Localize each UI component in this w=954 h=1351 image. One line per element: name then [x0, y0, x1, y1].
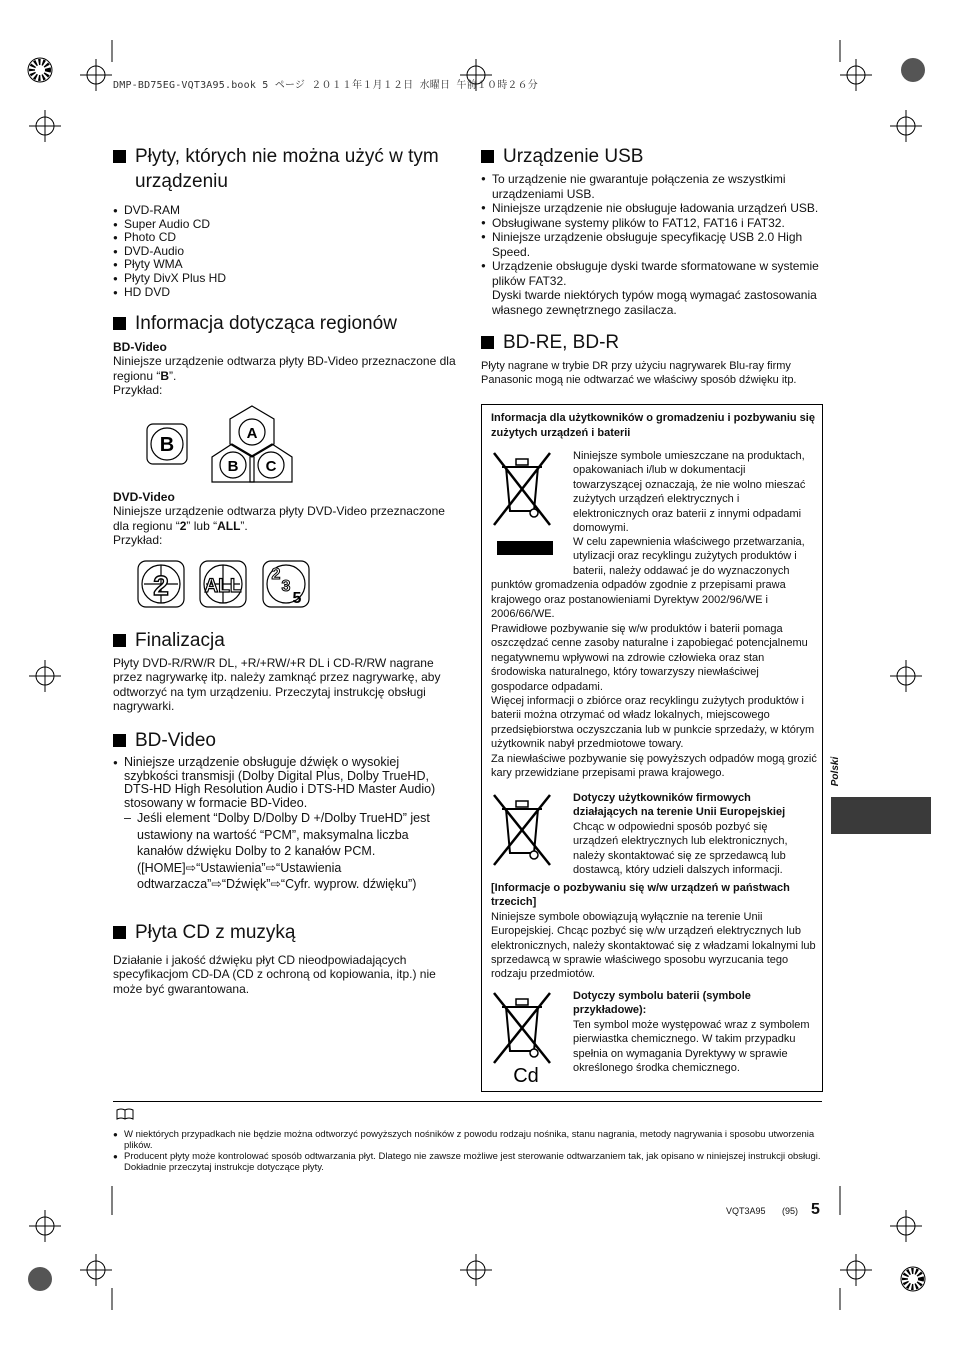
music-cd-text: Działanie i jakość dźwięku płyt CD nieodpowiadających specyfikacjom CD-DA (CD z ochroną od kopiowania, itp.) nie może być gwarantowana. — [113, 953, 436, 996]
box-heading: Informacja dla użytkowników o gromadzeniu i pozbywaniu się zużytych urządzeń i baterii — [491, 412, 815, 439]
bd-region-b-icon — [147, 424, 187, 464]
list-item: ● Producent płyty może kontrolować sposób odtwarzania płyt. Dlatego nie zawsze możliwe jest sterowanie odtwarzaniem tak, jak opisano w niniejszej instrukcji obsługi. Dokładnie przeczytaj instrukcje dotyczące płyty. — [113, 1151, 825, 1173]
language-tab — [829, 752, 853, 792]
square-bullet-icon — [113, 150, 126, 163]
dvd-region-block — [113, 490, 463, 547]
third-countries-title: [Informacje o pozbywaniu się w/w urządzeń w państwach trzecich] — [491, 882, 790, 909]
list-item: ● Super Audio CD — [113, 218, 463, 232]
notes-list — [113, 1129, 825, 1173]
example-label: Przykład: — [113, 382, 163, 397]
dvd-video-label: DVD-Video — [113, 490, 175, 504]
section-title: BD-Video — [113, 728, 453, 753]
sub-note: – Jeśli element “Dolby D/Dolby D +/Dolby TrueHD” jest ustawiony na wartość “PCM”, maksymalna liczba kanałów dźwięku Dolby to 2 kanałów PCM. ([HOME]⇨“Ustawienia”⇨“Ustawienia odtwarzacza”⇨“Dźwięk”⇨“Cyfr. wyprow. dźwięku”) — [124, 811, 430, 891]
square-bullet-icon — [113, 634, 126, 647]
list-item: ● Urządzenie obsługuje dyski twarde sformatowane w systemie plików FAT32. — [481, 259, 826, 288]
corner-target-tl — [28, 58, 52, 82]
business-title: Dotyczy użytkowników firmowych działających na terenie Unii Europejskiej — [573, 792, 786, 819]
battery-title: Dotyczy symbolu baterii (symbole przykładowe): — [573, 990, 751, 1017]
registration-target-ml — [29, 660, 61, 692]
corner-target-tr — [901, 58, 925, 82]
corner-target-bl — [28, 1267, 52, 1291]
dvd-region-all-icon — [200, 561, 246, 607]
notes-divider — [113, 1101, 822, 1102]
list-item: ● DVD-RAM — [113, 204, 463, 218]
language-tab-bar — [831, 797, 931, 834]
list-item: ● Obsługiwane systemy plików to FAT12, FAT16 i FAT32. — [481, 216, 826, 231]
section-usb — [481, 144, 826, 317]
business-text: Chcąc w odpowiedni sposób pozbyć się urządzeń elektrycznych lub elektronicznych, należy skontaktować się ze sprzedawcą lub dostawcą, który udzieli dalszych informacji. — [573, 820, 788, 877]
section-title: Informacja dotycząca regionów — [113, 311, 463, 336]
section-unplayable-discs — [113, 144, 463, 299]
registration-target-bc — [460, 1254, 492, 1286]
section-regions — [113, 311, 463, 397]
dvd-region-icons — [136, 559, 316, 611]
dvd-region-2-icon — [138, 561, 184, 607]
dvd-region-text: Niniejsze urządzenie odtwarza płyty DVD-Video przeznaczone dla regionu “2” lub “ALL”. — [113, 504, 445, 533]
list-item: ● Płyty DivX Plus HD — [113, 272, 463, 286]
battery-bin-cd-icon — [490, 989, 554, 1085]
svg-text:3: 3 — [281, 578, 291, 595]
doc-subpage: (95) — [782, 1206, 799, 1216]
list-item: ● DVD-Audio — [113, 245, 463, 259]
unplayable-list — [113, 204, 463, 299]
section-title: Płyta CD z muzyką — [113, 920, 453, 945]
corner-target-br — [901, 1267, 925, 1291]
bd-region-text: Niniejsze urządzenie odtwarza płyty BD-Video przeznaczone dla regionu “B”. — [113, 354, 456, 383]
bd-region-abc-icon — [212, 406, 292, 482]
svg-text:5: 5 — [292, 590, 302, 607]
section-bd-re-r — [481, 330, 826, 387]
square-bullet-icon — [113, 317, 126, 330]
list-item: ● Płyty WMA — [113, 258, 463, 272]
doc-code: VQT3A95 — [726, 1206, 766, 1216]
bd-video-label: BD-Video — [113, 340, 167, 354]
print-header: DMP-BD75EG-VQT3A95.book 5 ページ ２０１１年１月１２日 水曜日 午前１０時２６分 — [113, 80, 538, 91]
svg-text:B: B — [159, 434, 175, 456]
third-countries-block — [491, 881, 817, 982]
box-paragraph-5: Za niewłaściwe pozbywanie się powyższych odpadów mogą grozić kary przewidziane przepisami prawa krajowego. — [491, 753, 817, 780]
section-bd-video — [113, 728, 453, 892]
svg-text:A: A — [246, 425, 258, 442]
battery-symbol-block — [573, 989, 813, 1075]
list-item: ● To urządzenie nie gwarantuje połączenia ze wszystkimi urządzeniami USB. — [481, 172, 826, 201]
battery-text: Ten symbol może występować wraz z symbolem pierwiastka chemicznego. W takim przypadku spełnia on wymagania Dyrektywy w sprawie określonego środka chemicznego. — [573, 1018, 810, 1075]
example-label: Przykład: — [113, 532, 163, 547]
svg-text:Cd: Cd — [513, 1065, 539, 1085]
svg-text:C: C — [265, 458, 277, 475]
dvd-region-235-icon — [263, 561, 309, 607]
finalization-text: Płyty DVD-R/RW/R DL, +R/+RW/+R DL i CD-R/RW nagrane przez nagrywarkę itp. należy zamknąć przez nagrywarkę, aby odtworzyć na tym urządzeniu. Przeczytaj instrukcję obsługi nagrywarki. — [113, 656, 441, 713]
crossed-out-wheelie-bin-icon — [490, 791, 554, 867]
list-item: ● Niniejsze urządzenie obsługuje specyfikację USB 2.0 High Speed. — [481, 230, 826, 259]
list-item: ● HD DVD — [113, 286, 463, 300]
third-countries-text: Niniejsze symbole obowiązują wyłącznie na terenie Unii Europejskiej. Chcąc pozbyć się w/w urządzeń elektrycznych lub elektronicznych, należy skontaktować się z władzami lokalnymi lub sprzedawcą w sprawie właściwego sposobu wyrzucania tego rodzaju przedmiotów. — [491, 910, 816, 981]
section-title: Urządzenie USB — [481, 144, 826, 169]
square-bullet-icon — [113, 734, 126, 747]
language-label: Polski — [830, 756, 842, 787]
registration-target-mr — [890, 660, 922, 692]
svg-text:ALL: ALL — [204, 576, 242, 597]
svg-text:2: 2 — [153, 570, 169, 601]
disposal-info-box — [481, 404, 823, 1092]
box-paragraph-1: Niniejsze symbole umieszczane na produktach, opakowaniach i/lub w dokumentacji towarzyszącej oznaczają, że nie wolno mieszać zużytych urządzeń elektrycznych i elektronicznych oraz baterii z innymi odpadami domowymi. — [573, 450, 806, 535]
list-item: ● Niniejsze urządzenie nie obsługuje ładowania urządzeń USB. — [481, 201, 826, 216]
section-title: BD-RE, BD-R — [481, 330, 826, 355]
business-users-block — [573, 791, 813, 877]
section-finalization — [113, 628, 453, 713]
page-number: 5 — [811, 1201, 820, 1218]
section-title: Finalizacja — [113, 628, 453, 653]
section-title: Płyty, których nie można użyć w tym urządzeniu — [113, 144, 463, 194]
list-item: ● Niniejsze urządzenie obsługuje dźwięk o wysokiej szybkości transmisji (Dolby Digital Plus, Dolby TrueHD, DTS-HD High Resolution Audio i DTS-HD Master Audio) stosowany w formacie BD-Video. — [113, 756, 453, 810]
box-paragraph-4: Więcej informacji o zbiórce oraz recyklingu zużytych produktów i baterii można otrzymać od władz lokalnych, miejscowego przedsiębiorstwa oczyszczania lub w punkcie sprzedaży, w którym użytkownik nabył przedmiotowe towary. — [491, 695, 815, 751]
square-bullet-icon — [481, 336, 494, 349]
box-paragraph-2: W celu zapewnienia właściwego przetwarzania, utylizacji oraz recyklingu zużytych produktów i baterii, należy oddawać je do wyznaczonych punktów gromadzenia odpadów zgodnie z przepisami prawa krajowego oraz postanowieniami Dyrektyw 2002/96/WE i 2006/66/WE. — [491, 536, 805, 621]
section-music-cd — [113, 920, 453, 996]
usb-extra-text: Dyski twarde niektórych typów mogą wymagać zastosowania własnego zewnętrznego zasilacza. — [492, 288, 817, 317]
square-bullet-icon — [113, 926, 126, 939]
book-note-icon — [116, 1108, 134, 1120]
svg-text:B: B — [227, 458, 239, 475]
bd-re-r-text: Płyty nagrane w trybie DR przy użyciu nagrywarek Blu-ray firmy Panasonic mogą nie odtwarzać we właściwy sposób dźwięku itp. — [481, 360, 797, 386]
square-bullet-icon — [481, 150, 494, 163]
list-item: ● Photo CD — [113, 231, 463, 245]
list-item: ● W niektórych przypadkach nie będzie można odtworzyć powyższych nośników z powodu rodzaju nośnika, stanu nagrania, metody nagrywania i sposobu utworzenia plików. — [113, 1129, 825, 1151]
svg-text:2: 2 — [271, 566, 281, 583]
bd-region-icons — [140, 404, 300, 486]
box-paragraph-3: Prawidłowe pozbywanie się w/w produktów i baterii pomaga oszczędzać cenne zasoby naturalne i zapobiegać potencjalnemu negatywnemu wpływowi na zdrowie człowieka oraz stan środowiska naturalnego, który towarzyszy niewłaściwej gospodarce odpadami. — [491, 623, 808, 693]
